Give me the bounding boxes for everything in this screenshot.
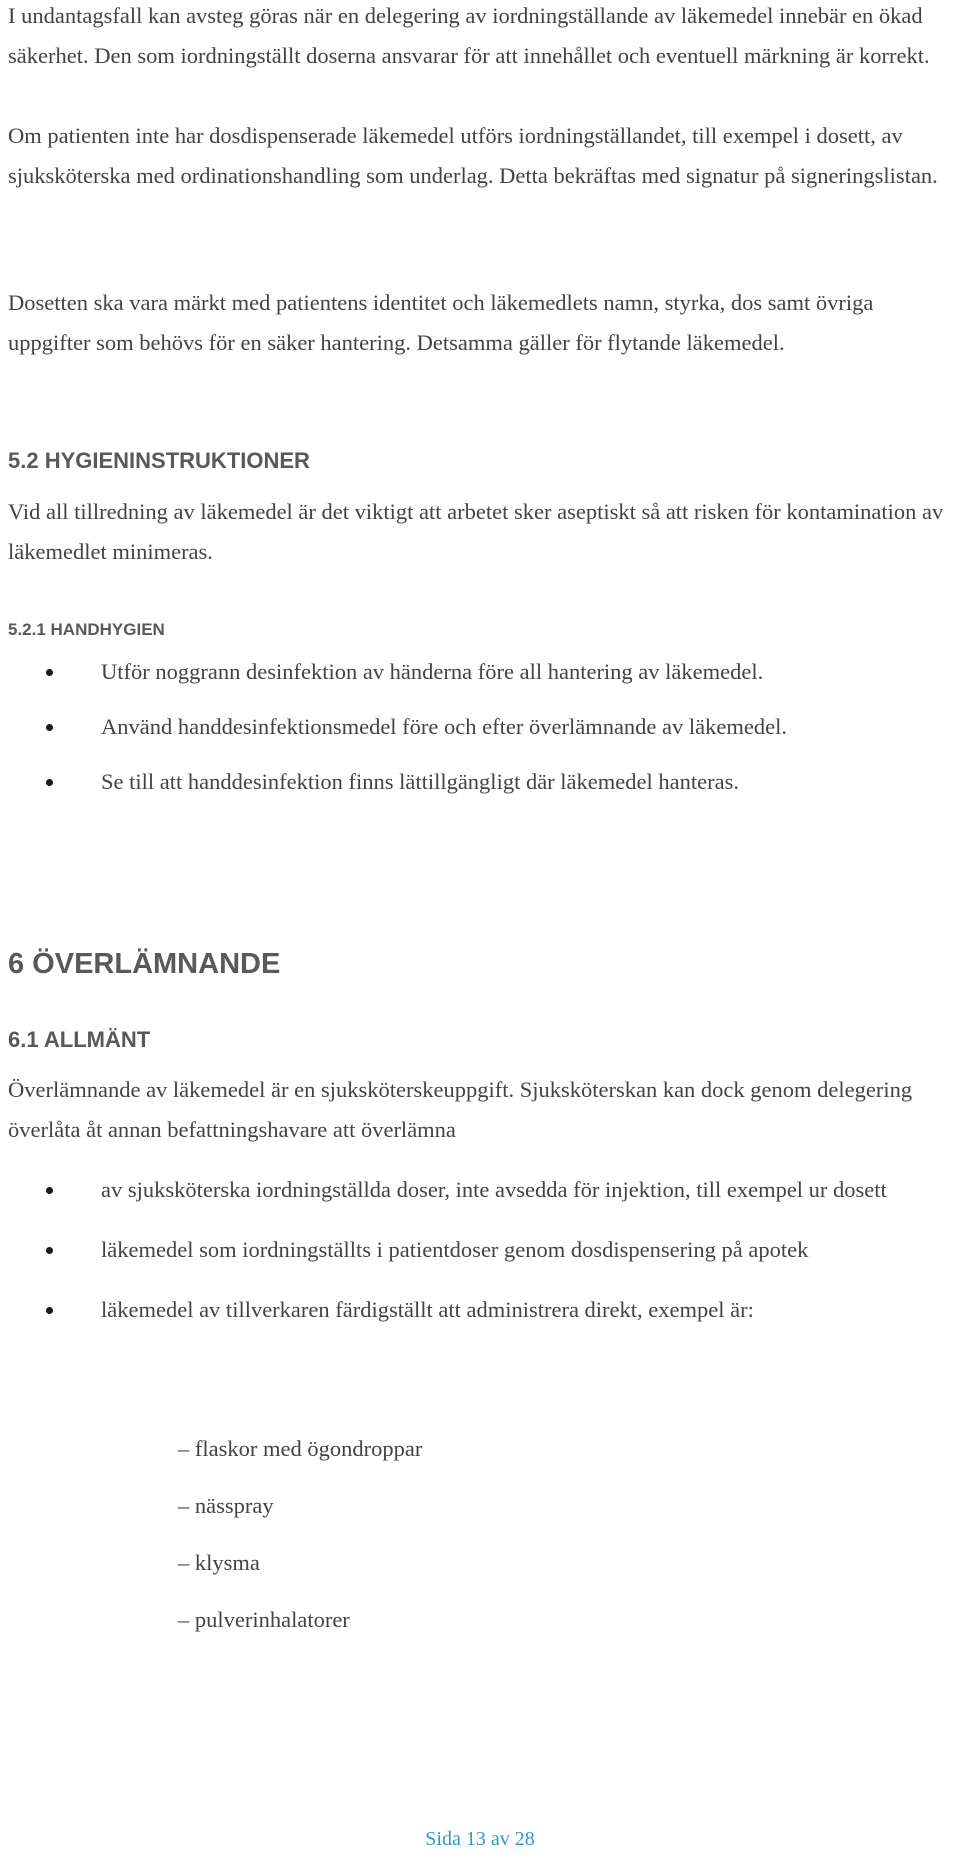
bullet-icon: [46, 669, 53, 676]
section-5-2-body: [8, 492, 954, 572]
list-item: [8, 652, 954, 692]
sublist-item: – flaskor med ögondroppar: [178, 1436, 423, 1461]
paragraph-text: Om patienten inte har dosdispenserade läkemedel utförs iordningställandet, till exempel i dosett, av sjuksköterska med ordinationshandling som underlag. Detta bekräftas med signatur på signeringslistan.: [8, 123, 938, 188]
bullet-icon: [46, 1247, 53, 1254]
paragraph-delegation: [8, 0, 954, 76]
bullet-icon: [46, 1187, 53, 1194]
list-item-text: läkemedel av tillverkaren färdigställt att administrera direkt, exempel är:: [101, 1297, 754, 1322]
section-6-1-body: [8, 1070, 954, 1150]
sublist-item: – nässpray: [178, 1493, 274, 1518]
paragraph-text: I undantagsfall kan avsteg göras när en delegering av iordningställande av läkemedel innebär en ökad säkerhet. Den som iordningställt doserna ansvarar för att innehållet och eventuell märkning är korrekt.: [8, 3, 930, 68]
bullet-icon: [46, 779, 53, 786]
sublist-item: – klysma: [178, 1550, 260, 1575]
section-6: [8, 944, 954, 984]
section-text: Vid all tillredning av läkemedel är det viktigt att arbetet sker aseptiskt så att risken för kontamination av läkemedlet minimeras.: [8, 499, 944, 564]
list-item: [8, 707, 954, 747]
list-item: [8, 1170, 954, 1210]
list-item-text: Använd handdesinfektionsmedel före och efter överlämnande av läkemedel.: [101, 714, 787, 739]
section-5-2-1: [8, 618, 954, 642]
list-item: [8, 1290, 954, 1330]
example-sublist: [8, 1429, 954, 1640]
chapter-heading: 6 ÖVERLÄMNANDE: [8, 948, 281, 980]
list-item-text: Se till att handdesinfektion finns lättillgängligt där läkemedel hanteras.: [101, 769, 739, 794]
bullet-icon: [46, 724, 53, 731]
handhygien-list: [8, 652, 954, 802]
page-number-footer: Sida 13 av 28: [425, 1828, 535, 1850]
subsection-heading: 5.2.1 HANDHYGIEN: [8, 620, 165, 639]
section-6-1: [8, 1025, 954, 1055]
list-item-text: Utför noggrann desinfektion av händerna före all hantering av läkemedel.: [101, 659, 764, 684]
paragraph-text: Dosetten ska vara märkt med patientens identitet och läkemedlets namn, styrka, dos samt övriga uppgifter som behövs för en säker hantering. Detsamma gäller för flytande läkemedel.: [8, 290, 874, 355]
sublist-item: – pulverinhalatorer: [178, 1607, 350, 1632]
list-item-text: av sjuksköterska iordningställda doser, inte avsedda för injektion, till exempel ur dosett: [101, 1177, 887, 1202]
list-item: [8, 1230, 954, 1270]
paragraph-labeling: [8, 283, 954, 363]
section-heading: 5.2 HYGIENINSTRUKTIONER: [8, 448, 310, 473]
overlamnande-list: [8, 1170, 954, 1330]
bullet-icon: [46, 1307, 53, 1314]
section-heading: 6.1 ALLMÄNT: [8, 1027, 151, 1052]
paragraph-dosett: [8, 116, 954, 196]
list-item: [8, 762, 954, 802]
section-5-2: [8, 446, 954, 476]
section-text: Överlämnande av läkemedel är en sjuksköterskeuppgift. Sjuksköterskan kan dock genom delegering överlåta åt annan befattningshavare att överlämna: [8, 1077, 913, 1142]
list-item-text: läkemedel som iordningställts i patientdoser genom dosdispensering på apotek: [101, 1237, 809, 1262]
